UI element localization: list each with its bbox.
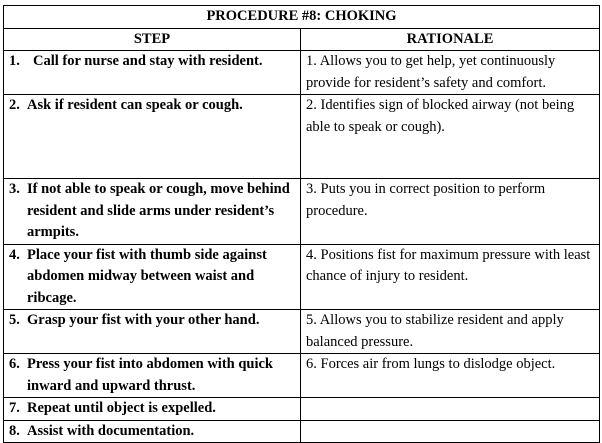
step-number: 7. bbox=[9, 400, 20, 416]
rationale-cell bbox=[301, 95, 600, 179]
step-number: 4. bbox=[9, 246, 20, 263]
procedure-title: PROCEDURE #8: CHOKING bbox=[4, 6, 600, 29]
rationale-column-header: RATIONALE bbox=[301, 28, 600, 51]
table-row bbox=[4, 310, 600, 354]
step-cell bbox=[4, 244, 301, 310]
rationale-text: 3. Puts you in correct position to perform procedure. bbox=[306, 181, 546, 219]
table-row bbox=[4, 244, 600, 310]
step-cell bbox=[4, 51, 301, 95]
step-text: Repeat until object is expelled. bbox=[27, 400, 216, 416]
step-cell bbox=[4, 420, 301, 443]
rationale-cell bbox=[301, 398, 600, 421]
rationale-cell bbox=[301, 420, 600, 443]
step-cell bbox=[4, 354, 301, 398]
step-text: Place your fist with thumb side against abdomen midway between waist and ribcage. bbox=[27, 246, 267, 306]
rationale-cell bbox=[301, 179, 600, 245]
procedure-table bbox=[3, 5, 600, 443]
step-text: If not able to speak or cough, move behind resident and slide arms under resident’s armpits. bbox=[27, 181, 290, 240]
step-number: 6. bbox=[9, 356, 20, 372]
table-row bbox=[4, 51, 600, 95]
rationale-cell bbox=[301, 51, 600, 95]
step-column-header: STEP bbox=[4, 28, 301, 51]
step-text: Ask if resident can speak or cough. bbox=[27, 97, 243, 113]
rationale-cell bbox=[301, 354, 600, 398]
table-row bbox=[4, 398, 600, 421]
step-text: Grasp your fist with your other hand. bbox=[27, 312, 260, 328]
step-cell bbox=[4, 310, 301, 354]
step-text: Press your fist into abdomen with quick inward and upward thrust. bbox=[27, 356, 273, 394]
step-cell bbox=[4, 179, 301, 245]
step-number: 1. bbox=[9, 53, 20, 69]
rationale-text: 6. Forces air from lungs to dislodge object. bbox=[306, 356, 556, 372]
table-row bbox=[4, 354, 600, 398]
rationale-text: 2. Identifies sign of blocked airway (not being able to speak or cough). bbox=[306, 97, 575, 135]
header-row bbox=[4, 28, 600, 51]
title-row bbox=[4, 6, 600, 29]
step-number: 8. bbox=[9, 422, 20, 439]
rationale-cell bbox=[301, 310, 600, 354]
rationale-text: 4. Positions fist for maximum pressure with least chance of injury to resident. bbox=[306, 246, 591, 284]
step-number: 3. bbox=[9, 181, 20, 197]
table-row bbox=[4, 95, 600, 179]
step-number: 2. bbox=[9, 97, 20, 113]
rationale-text: 1. Allows you to get help, yet continuously provide for resident’s safety and comfort. bbox=[306, 53, 556, 91]
rationale-cell bbox=[301, 244, 600, 310]
step-text: Assist with documentation. bbox=[27, 422, 195, 439]
rationale-text: 5. Allows you to stabilize resident and apply balanced pressure. bbox=[306, 312, 564, 350]
step-cell bbox=[4, 95, 301, 179]
step-number: 5. bbox=[9, 312, 20, 328]
step-cell bbox=[4, 398, 301, 421]
table-row bbox=[4, 179, 600, 245]
step-text: Call for nurse and stay with resident. bbox=[33, 53, 263, 69]
table-row bbox=[4, 420, 600, 443]
